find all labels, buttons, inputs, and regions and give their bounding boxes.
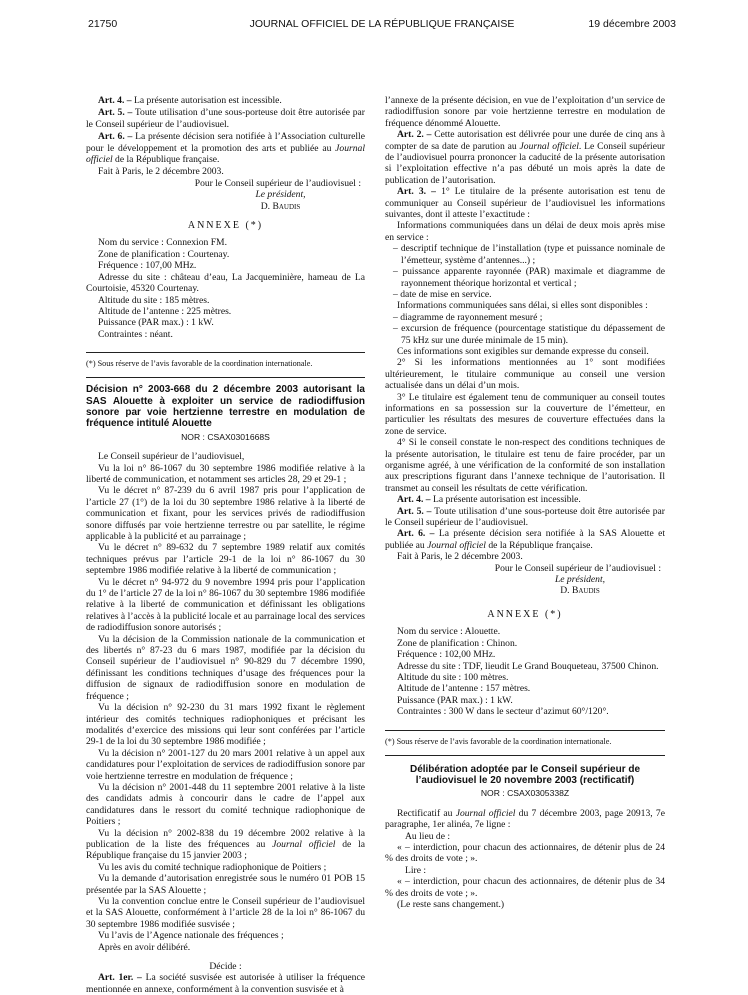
annexe-line: Altitude de l’antenne : 225 mètres.	[98, 305, 232, 317]
decision-para: Le Conseil supérieur de l’audiovisuel,	[98, 451, 245, 463]
left-column	[86, 95, 365, 995]
lire: Lire :	[405, 864, 427, 876]
divider	[86, 377, 365, 378]
annexe-list-right	[385, 626, 665, 717]
decision-para: Vu le décret n° 89-632 du 7 septembre 1989 relatif aux comités techniques prévus par l’article 29-1 de la loi n° 86-1067 du 30 septembre 1986 modifiée relative à la liberté de communication ;	[86, 542, 365, 577]
info-a-item: – descriptif technique de l’installation (type et puissance nominale de l’émetteur, système d’antennes...) ;	[393, 243, 665, 266]
annexe-line: Zone de planification : Chinon.	[397, 637, 518, 649]
info-a-item: – puissance apparente rayonnée (PAR) maximale et diagramme de rayonnement théorique horizontal et vertical ;	[393, 266, 665, 289]
article-6-left: Art. 6. – La présente décision sera notifiée à l’Association culturelle pour le développement et la promotion des arts et publiée au Journal officiel de la République française.	[86, 131, 365, 166]
decision-body	[86, 451, 365, 953]
annexe-title-left: ANNEXE (*)	[187, 220, 264, 232]
annexe-line: Fréquence : 107,00 MHz.	[98, 260, 197, 272]
annexe-line: Zone de planification : Courtenay.	[98, 248, 230, 260]
info-a-intro: Informations communiquées dans un délai de deux mois après mise en service :	[385, 220, 665, 243]
continuation-text: l’annexe de la présente décision, en vue de l’exploitation d’un service de radiodiffusion sonore par voie hertzienne terrestre en modulation de fréquence dénommé Alouette.	[385, 95, 665, 129]
article-1: Art. 1er. – La société susvisée est autorisée à utiliser la fréquence mentionnée en annexe, conformément à la convention susvisée et à	[86, 972, 365, 995]
annexe-line: Fréquence : 102,00 MHz.	[397, 649, 496, 661]
decision-para: Vu le décret n° 87-239 du 6 avril 1987 pris pour l’application de l’article 27 (1°) de la loi du 30 septembre 1986 relative à la liberté de communication et fixant, pour les services privés de radiodiffusion sonore diffusés par voie hertzienne terrestre ou par satellite, le régime applicable à la publicité et au parrainage ;	[86, 485, 365, 542]
page-number: 21750	[88, 18, 118, 30]
annexe-title-right: ANNEXE (*)	[487, 608, 563, 620]
signature-for-right: Pour le Conseil supérieur de l’audiovisuel :	[494, 562, 661, 574]
decision-nor: NOR : CSAX0301668S	[181, 431, 270, 442]
article-3: Art. 3. – 1° Le titulaire de la présente autorisation est tenu de communiquer au Conseil supérieur de l’audiovisuel les informations suivantes, dont il atteste l’exactitude :	[385, 186, 665, 221]
annexe-list-left	[86, 237, 365, 340]
decision-para: Vu l’avis de l’Agence nationale des fréquences ;	[98, 930, 284, 942]
annexe-footnote-right: (*) Sous réserve de l’avis favorable de la coordination internationale.	[385, 736, 612, 746]
decide-heading: Décide :	[209, 961, 242, 973]
signature-name-right: D. Baudis	[560, 585, 600, 597]
decision-para: Vu le décret n° 94-972 du 9 novembre 1994 pris pour l’application du 1° de l’article 27 de la loi n° 86-1067 du 30 septembre 1986 modifiée relative à la liberté de communication et définissant les obligations relatives à l’accès à la publicité locale et au parrainage local des services de radiodiffusion sonore autorisés ;	[86, 576, 365, 634]
signature-role: Le président,	[255, 189, 306, 201]
divider	[86, 352, 365, 353]
annexe-line: Contraintes : néant.	[98, 328, 173, 340]
decision-title: Décision n° 2003-668 du 2 décembre 2003 autorisant la SAS Alouette à exploiter un service de radiodiffusion sonore par voie hertzienne terrestre en modulation de fréquence intitulé Alouette	[86, 384, 365, 430]
article-4-right: Art. 4. – La présente autorisation est incessible.	[397, 494, 581, 506]
quote-new: « – interdiction, pour chacun des actionnaires, de détenir plus de 34 % des droits de vote ; ».	[385, 876, 665, 899]
info-para: 4° Si le conseil constate le non-respect des conditions techniques de la présente autorisation, le titulaire est tenu de faire procéder, par un organisme agréé, à une vérification de la conformité de son installation aux prescriptions figurant dans l’annexe technique de l’autorisation. Il transmet au conseil les résultats de cette vérification.	[385, 437, 665, 494]
fait-a-paris-left: Fait à Paris, le 2 décembre 2003.	[98, 166, 224, 178]
annexe-footnote-left: (*) Sous réserve de l’avis favorable de la coordination internationale.	[86, 359, 313, 369]
divider	[385, 730, 665, 731]
quote-old: « – interdiction, pour chacun des actionnaires, de détenir plus de 24 % des droits de vote ; ».	[385, 841, 665, 865]
annexe-line: Adresse du site : château d’eau, La Jacqueminière, hameau de La Courtoisie, 45320 Courtenay.	[86, 271, 365, 295]
annexe-line: Altitude du site : 100 mètres.	[397, 671, 509, 683]
article-6-right: Art. 6. – La présente décision sera notifiée à la SAS Alouette et publiée au Journal officiel de la République française.	[385, 528, 665, 551]
decision-para: Vu la convention conclue entre le Conseil supérieur de l’audiovisuel et la SAS Alouette, conformément à l’article 28 de la loi n° 86-1067 du 30 septembre 1986 modifiée susvisée ;	[86, 896, 365, 930]
au-lieu-de: Au lieu de :	[405, 830, 451, 842]
decision-para: Vu la décision n° 92-230 du 31 mars 1992 fixant le règlement intérieur des comités techniques radiophoniques et précisant les modalités d’exercice des missions qui leur sont conférées par l’article 29-1 de la loi du 30 septembre 1986 modifiée ;	[86, 702, 365, 748]
decision-para: Après en avoir délibéré.	[98, 941, 191, 953]
signature-role-right: Le président,	[554, 574, 606, 586]
info-b-item: – excursion de fréquence (pourcentage statistique du dépassement de 75 kHz sur une durée minimale de 15 min).	[393, 323, 665, 346]
decision-para: Vu la décision n° 2001-448 du 11 septembre 2001 relative à la liste des candidats admis à concourir dans le cadre de l’appel aux candidatures dans le ressort du comité technique radiophonique de Poitiers ;	[86, 781, 365, 828]
article-4-left: Art. 4. – La présente autorisation est incessible.	[98, 95, 282, 106]
rectificatif-text: Rectificatif au Journal officiel du 7 décembre 2003, page 20913, 7e paragraphe, 1er alinéa, 7e ligne :	[385, 807, 665, 831]
journal-title: JOURNAL OFFICIEL DE LA RÉPUBLIQUE FRANÇAISE	[249, 18, 515, 30]
deliberation-nor: NOR : CSAX0305338Z	[480, 788, 570, 799]
info-b-intro: Informations communiquées sans délai, si elles sont disponibles :	[397, 300, 648, 312]
decision-para: Vu la décision n° 2001-127 du 20 mars 2001 relative à un appel aux candidatures pour l’exploitation de services de radiodiffusion sonore par voie hertzienne terrestre en modulation de fréquence ;	[86, 747, 365, 782]
decision-para: Vu la loi n° 86-1067 du 30 septembre 1986 modifiée relative à la liberté de communication, et notamment ses articles 28, 29 et 29-1 ;	[86, 462, 365, 485]
signature-name: D. Baudis	[260, 200, 301, 212]
deliberation-title: Délibération adoptée par le Conseil supérieur de l’audiovisuel le 20 novembre 2003 (rectificatif)	[409, 763, 641, 786]
reste-sans-changement: (Le reste sans changement.)	[397, 899, 505, 910]
annexe-line: Contraintes : 300 W dans le secteur d’azimut 60°/120°.	[397, 706, 609, 718]
decision-para: Vu la décision de la Commission nationale de la communication et des libertés n° 87-23 du 6 mars 1987, modifiée par la décision du Conseil supérieur de l’audiovisuel n° 90-829 du 7 décembre 1990, définissant les conditions techniques d’usage des fréquences pour la diffusion de signaux de radiodiffusion sonore en modulation de fréquence ;	[86, 633, 365, 702]
annexe-line: Adresse du site : TDF, lieudit Le Grand Bouqueteau, 37500 Chinon.	[397, 660, 659, 672]
right-column	[385, 95, 665, 910]
decision-para: Vu la demande d’autorisation enregistrée sous le numéro 01 POB 15 présentée par la SAS Alouette ;	[86, 873, 365, 896]
divider	[385, 755, 665, 756]
article-5-right: Art. 5. – Toute utilisation d’une sous-porteuse doit être autorisée par le Conseil supérieur de l’audiovisuel.	[385, 505, 665, 529]
annexe-line: Nom du service : Alouette.	[397, 626, 501, 638]
article-2: Art. 2. – Cette autorisation est délivrée pour une durée de cinq ans à compter de sa date de parution au Journal officiel. Le Conseil supérieur de l’audiovisuel pourra prononcer la caducité de la présente autorisation si l’exploitation effective n’a pas débuté un mois après la date de publication de l’autorisation.	[385, 129, 665, 186]
annexe-line: Puissance (PAR max.) : 1 kW.	[98, 317, 214, 329]
annexe-line: Nom du service : Connexion FM.	[98, 237, 227, 249]
issue-date: 19 décembre 2003	[588, 18, 676, 30]
annexe-line: Puissance (PAR max.) : 1 kW.	[397, 694, 513, 706]
info-b-item: – diagramme de rayonnement mesuré ;	[393, 311, 543, 323]
info-para: Ces informations sont exigibles sur demande expresse du conseil.	[397, 345, 649, 357]
annexe-line: Altitude de l’antenne : 157 mètres.	[397, 683, 531, 695]
signature-for: Pour le Conseil supérieur de l’audiovisuel :	[194, 177, 361, 189]
info-a-item: – date de mise en service.	[393, 288, 492, 300]
decision-para-jo: Vu la décision n° 2002-838 du 19 décembre 2002 relative à la publication de la liste des fréquences au Journal officiel de la République française du 15 janvier 2003 ;	[86, 827, 366, 862]
fait-a-paris-right: Fait à Paris, le 2 décembre 2003.	[397, 551, 523, 563]
article-5-left: Art. 5. – Toute utilisation d’une sous-porteuse doit être autorisée par le Conseil supérieur de l’audiovisuel.	[86, 107, 365, 130]
page-header	[88, 18, 676, 32]
info-para: 3° Le titulaire est également tenu de communiquer au conseil toutes informations en sa possession sur la couverture de l’émetteur, en particulier les résultats des mesures de couverture effectuées dans la zone de service.	[385, 391, 665, 437]
decision-para: Vu les avis du comité technique radiophonique de Poitiers ;	[98, 861, 327, 873]
annexe-line: Altitude du site : 185 mètres.	[98, 294, 210, 306]
info-para: 2° Si les informations mentionnées au 1° sont modifiées ultérieurement, le titulaire communique au conseil une version actualisée dans un délai d’un mois.	[385, 357, 665, 392]
